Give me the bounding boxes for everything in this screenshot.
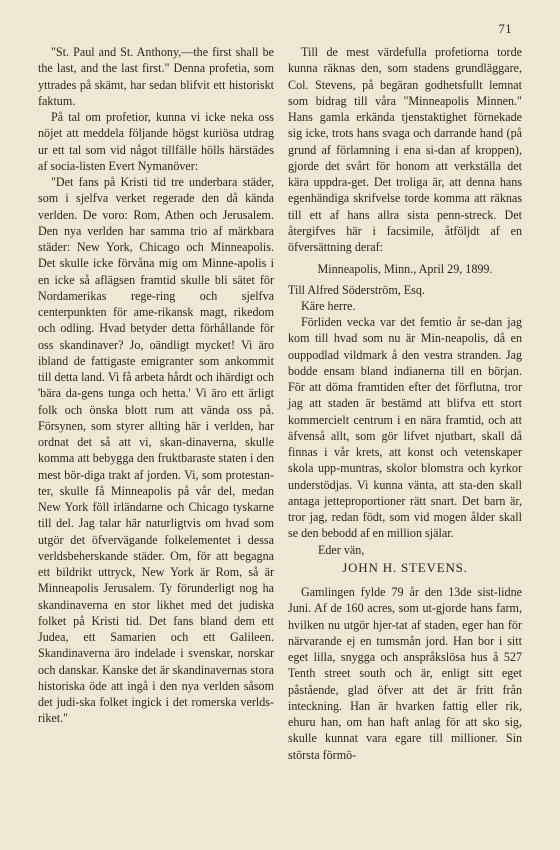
paragraph-prophecy-intro: På tal om profetior, kunna vi icke neka oss nöjet att meddela följande högst kuriösa utdrag ur ett tal som vid något tillfälle hölls härstädes af socia-listen Evert Nymanöver: (38, 110, 274, 173)
letter-salutation: Käre herre. (301, 298, 356, 313)
paragraph-speech-quote: "Det fans på Kristi tid tre underbara städer, som i sjelfva verket regerade den då kända verlden. De voro: Rom, Athen och Jerusalem. Den nya verlden har samma trio af märkbara städer: New York, Chicago och Minneapolis. Det skulle icke förvåna mig om Minne-apolis i en icke så aflägsen framtid skulle bli sätet för Nordamerikas rege-ring och sjelfva centerpunkten för ame-rikansk magt, rikedom och odling. Hvad betyder detta förhållande för oss skandinaver? Jo, oändligt mycket! Vi äro ibland de fattigaste emigranter som ankommit till detta land. Vi få arbeta hårdt och ihärdigt och 'bära da-gens tunga och hetta.' Vi äro ett ärligt folk och önska blott rum att vända oss på. Försynen, som styrer allting här i verlden, har ordnat det så att vi, skan-dinaverna, skulle komma att bebygga den fruktbaraste staten i den mest bör-diga trakt af jorden. Vi, som protestan-ter, skulle få Minneapolis på vår del, medan New York föll irländarne och Chicago tyskarne till del. Jag talar här naturligtvis om hvad som utgör det öfvervägande folkelementet i dessa verldsbeherskande städer. Om, för att begagna ett bildrikt uttryck, New York är Rom, så är Minneapolis Jerusalem. Ty förunderligt nog ha skandinaverna en stor likhet med det judiska folket på Kristi tid. Det fans bland dem ett Judea, ett Samarien och ett Galileen. Skandinaverna äro indelade i svenskar, norskar och danskar. Kanske det är skandinavernas stora historiska öde att ingå i den nya verlden såsom det judi-ska folket ingick i det romerska verlds-riket." (38, 175, 274, 726)
paragraph-stevens-biography: Gamlingen fylde 79 år den 13de sist-lidne Juni. Af de 160 acres, som ut-gjorde hans farm, hvilken nu utgör hjer-tat af staden, eger han för närvarande ej en tumsmån jord. Han bor i sitt eget lilla, snygga och anspråkslösa hus å 527 Tenth street south och är, enligt sitt eget påstående, glad öfver att det är fritt från inteckning. Han är hvarken fattig eller rik, ehuru han, om han haft anlag för att sko sig, skulle kunnat vara egare till millioner. Sin största förmö- (288, 585, 522, 762)
letter-addressee: Till Alfred Söderström, Esq. (288, 282, 425, 297)
page-number: 71 (498, 22, 512, 36)
letter-body: Förliden vecka var det femtio år se-dan jag kom till hvad som nu är Min-neapolis, då en ouppodlad vildmark å den vestra stranden. Jag bodde ensam bland indianerna till en början. För att döma framtiden efter det förflutna, tror jag att staden är bestämd att blifva ett stort kommercielt centrum i en nära framtid, och att äfvenså allt, som gör lifvet njutbart, skall då finnas i vår krets, att konst och vetenskaper skola upp-muntras, skolor blomstra och kyrkor understödjas. Vi kunna vänta, att sta-den skall antaga jetteproportioner rätt snart. Det barn är, tror jag, redan födt, som vid mogen ålder skall se den bebodd af en million själar. (288, 315, 522, 541)
letter-closing: Eder vän, (318, 542, 365, 557)
letter-dateline: Minneapolis, Minn., April 29, 1899. (317, 262, 493, 277)
right-column (288, 44, 522, 763)
letter-signature: JOHN H. STEVENS. (342, 559, 468, 575)
paragraph-stevens-intro: Till de mest värdefulla profetiorna torde kunna räknas den, som stadens grundläggare, Col. Stevens, på begäran godhetsfullt lemnat som bidrag till våra "Minneapolis Minnen." Hans gamla erkända tjenstaktighet förnekade sig icke, trots hans svaga och darrande hand (på grund af förlamning i ena si-dan af kroppen), gjorde det svårt för honom att verkställa det kära uppdra-get. Det troliga är, att denna hans egenhändiga skrifvelse torde komma att räknas till ett af hans allra sista penn-streck. Det återgifves här i facsimile, åtföljdt af en öfversättning deraf: (288, 45, 522, 254)
left-column (38, 44, 274, 727)
paragraph-prophecy-quote: "St. Paul and St. Anthony,—the first shall be the last, and the last first." Denna profetia, som yttrades på skämt, har sedan blifvit ett historiskt faktum. (38, 45, 274, 108)
